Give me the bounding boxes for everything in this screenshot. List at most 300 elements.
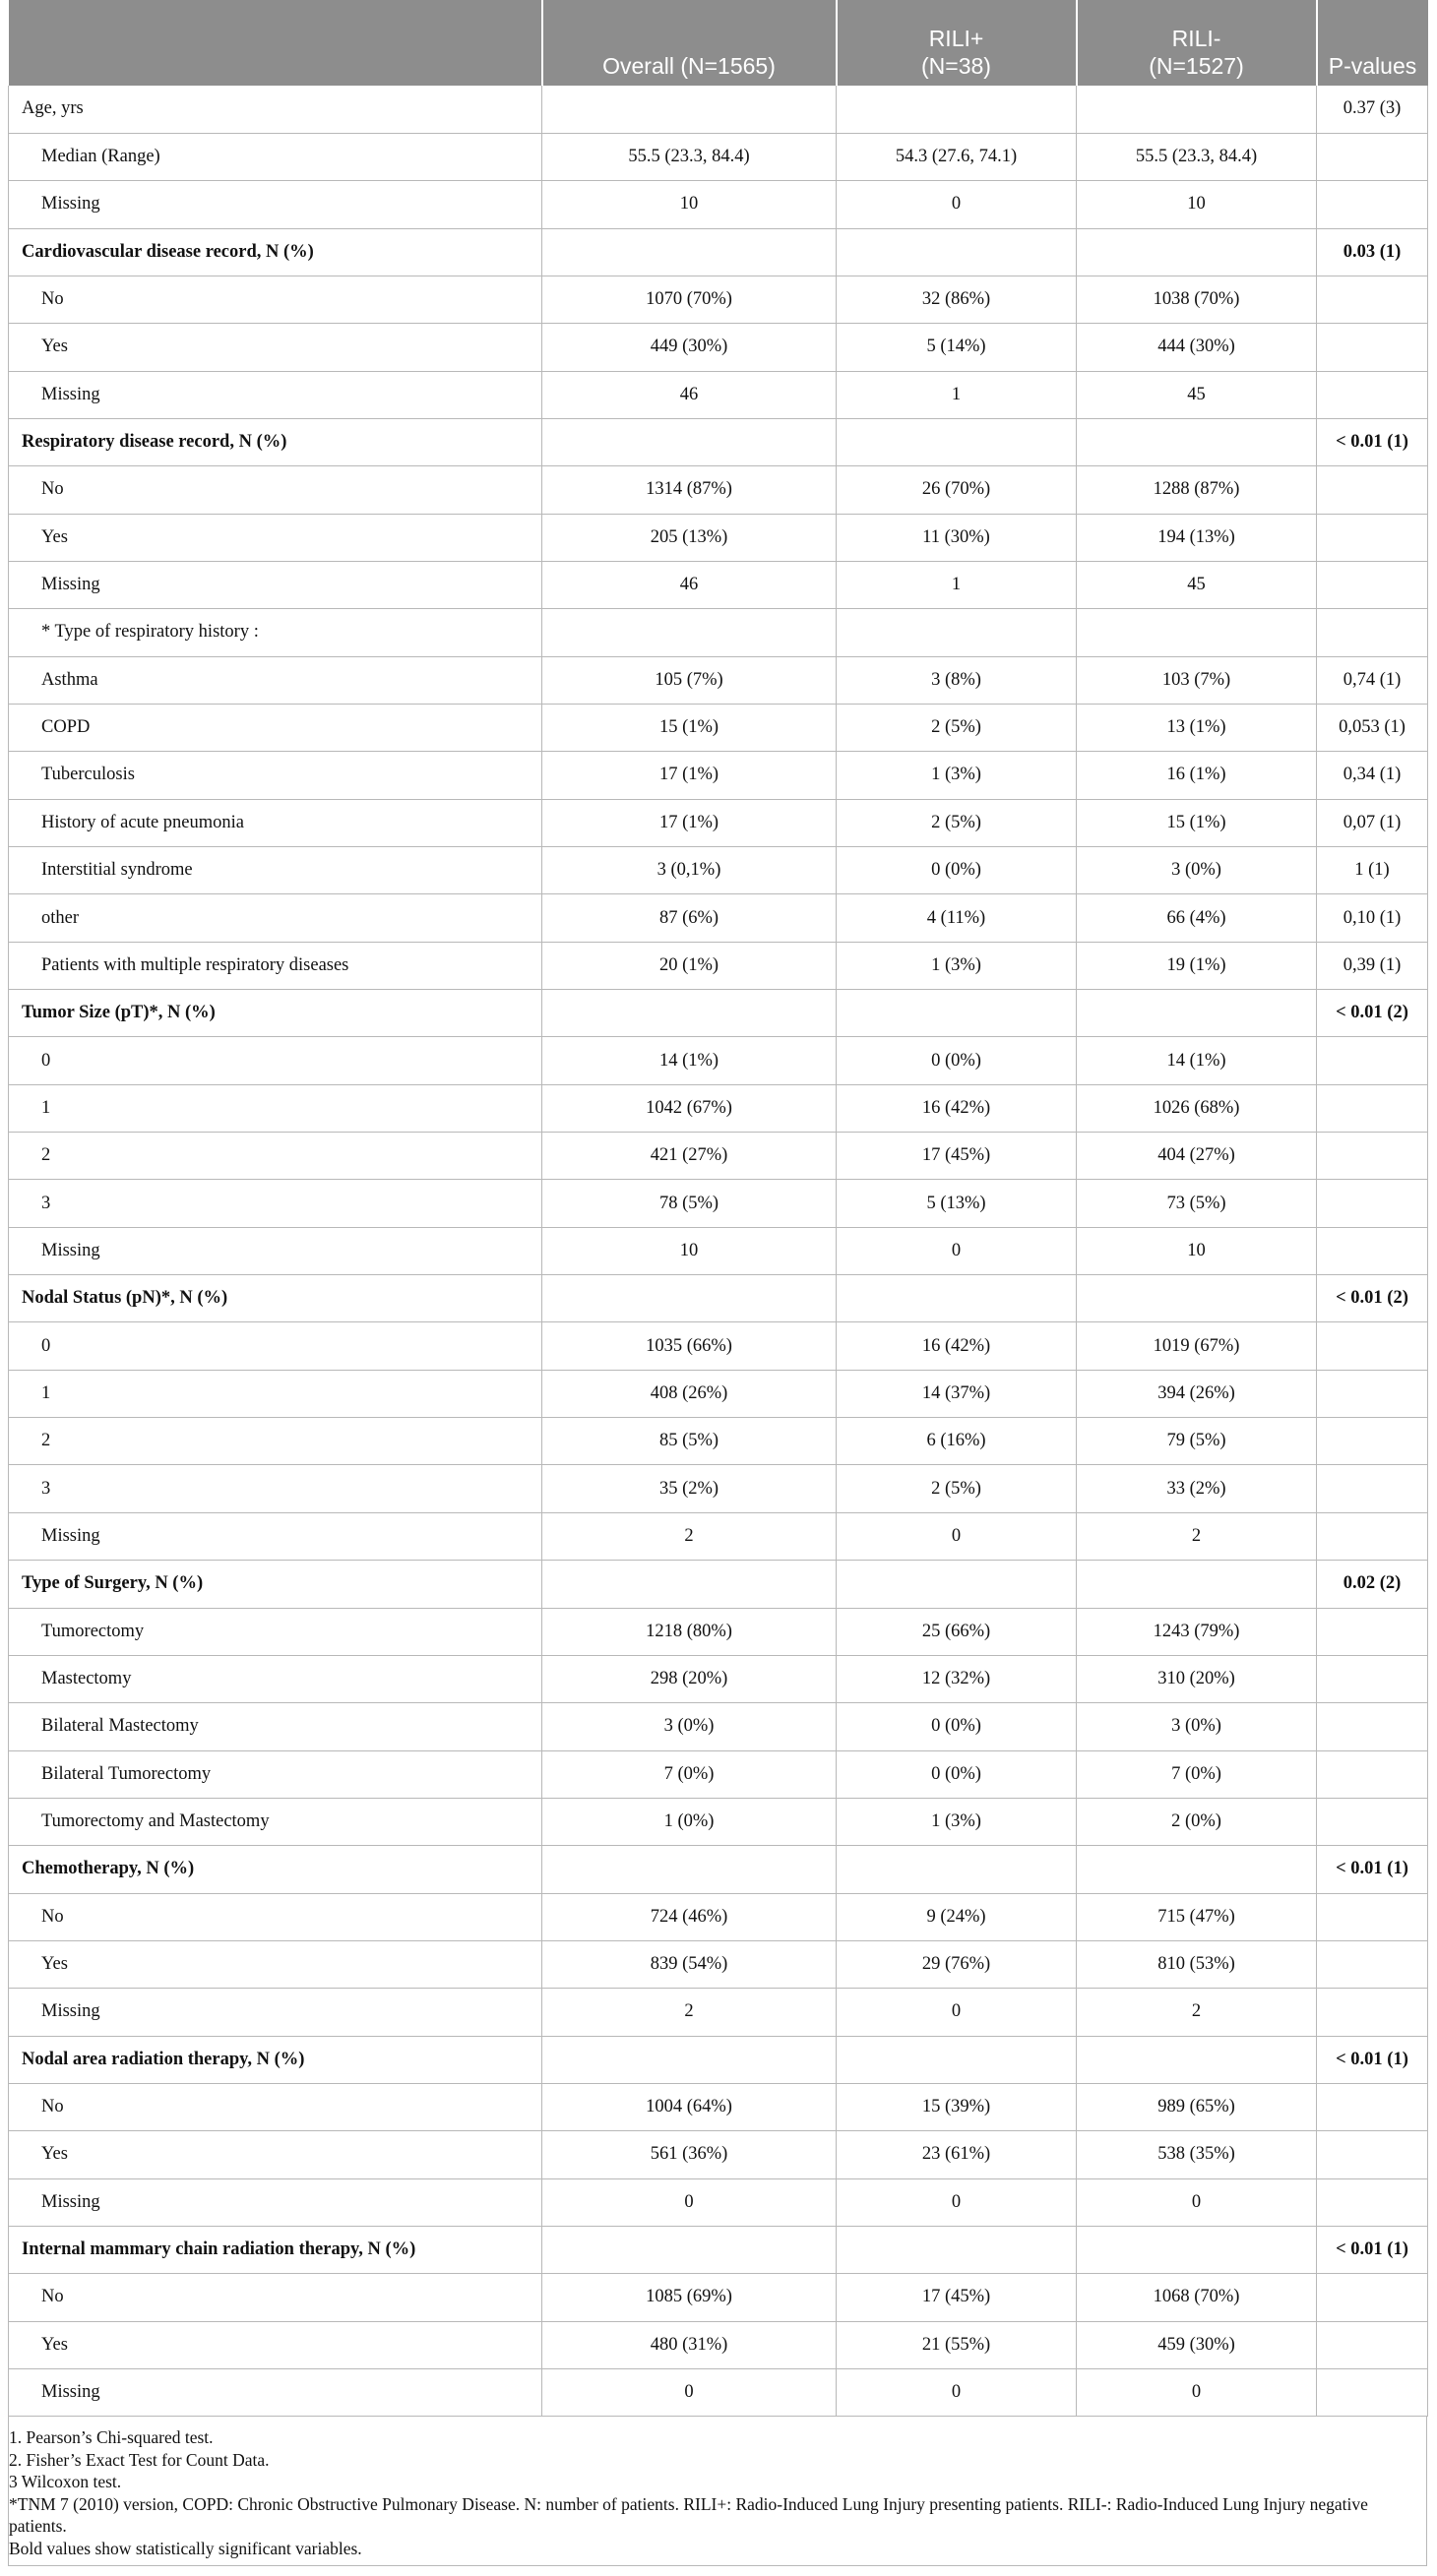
cell-rili-positive: 3 (8%) <box>837 656 1077 704</box>
cell-rili-negative: 103 (7%) <box>1077 656 1317 704</box>
cell-p-value <box>1317 133 1428 180</box>
cell-rili-positive: 1 <box>837 371 1077 418</box>
cell-rili-positive <box>837 418 1077 465</box>
row-label: Missing <box>9 1227 542 1274</box>
cell-overall <box>542 1275 837 1322</box>
cell-rili-negative: 2 <box>1077 1989 1317 2036</box>
row-label: Interstitial syndrome <box>9 847 542 894</box>
cell-rili-positive: 1 (3%) <box>837 752 1077 799</box>
row-label: Asthma <box>9 656 542 704</box>
cell-overall: 15 (1%) <box>542 704 837 751</box>
cell-p-value <box>1317 1133 1428 1180</box>
table-row <box>9 1989 1428 2036</box>
table-section-row <box>9 990 1428 1037</box>
row-label: Missing <box>9 181 542 228</box>
row-label: Tumorectomy and Mastectomy <box>9 1798 542 1845</box>
cell-overall: 561 (36%) <box>542 2131 837 2178</box>
table-row <box>9 2369 1428 2417</box>
cell-overall: 839 (54%) <box>542 1940 837 1988</box>
cell-rili-negative: 310 (20%) <box>1077 1655 1317 1702</box>
footnote: Bold values show statistically significant variables. <box>9 2538 362 2558</box>
cell-rili-negative <box>1077 418 1317 465</box>
table-row <box>9 752 1428 799</box>
table-row <box>9 561 1428 608</box>
cell-rili-negative <box>1077 2036 1317 2083</box>
cell-rili-positive: 5 (14%) <box>837 324 1077 371</box>
cell-rili-negative: 73 (5%) <box>1077 1180 1317 1227</box>
cell-overall: 14 (1%) <box>542 1037 837 1084</box>
table-row <box>9 133 1428 180</box>
table-row <box>9 2274 1428 2321</box>
cell-rili-positive: 21 (55%) <box>837 2321 1077 2368</box>
cell-rili-positive: 0 (0%) <box>837 847 1077 894</box>
cell-rili-negative: 3 (0%) <box>1077 847 1317 894</box>
table-row <box>9 1322 1428 1370</box>
table-section-row <box>9 1846 1428 1893</box>
cell-rili-positive: 0 <box>837 1989 1077 2036</box>
row-label: Bilateral Mastectomy <box>9 1703 542 1750</box>
table-row <box>9 1370 1428 1417</box>
cell-rili-negative: 16 (1%) <box>1077 752 1317 799</box>
cell-rili-negative <box>1077 990 1317 1037</box>
cell-rili-negative: 1068 (70%) <box>1077 2274 1317 2321</box>
cell-rili-negative: 444 (30%) <box>1077 324 1317 371</box>
cell-rili-positive <box>837 609 1077 656</box>
cell-overall: 20 (1%) <box>542 942 837 989</box>
cell-p-value: 0,34 (1) <box>1317 752 1428 799</box>
cell-rili-positive: 17 (45%) <box>837 1133 1077 1180</box>
table-row <box>9 1465 1428 1512</box>
row-label: No <box>9 466 542 514</box>
cell-rili-positive: 0 <box>837 1227 1077 1274</box>
cell-rili-positive: 32 (86%) <box>837 276 1077 323</box>
row-label: 3 <box>9 1465 542 1512</box>
cell-p-value: 0,07 (1) <box>1317 799 1428 846</box>
row-label: Age, yrs <box>9 86 542 133</box>
cell-p-value: 0,39 (1) <box>1317 942 1428 989</box>
cell-overall: 3 (0%) <box>542 1703 837 1750</box>
table-body <box>9 86 1428 2417</box>
table-row <box>9 276 1428 323</box>
row-label: Yes <box>9 2321 542 2368</box>
row-label: Yes <box>9 1940 542 1988</box>
table-row <box>9 1655 1428 1702</box>
table-row <box>9 894 1428 942</box>
cell-p-value <box>1317 181 1428 228</box>
row-label: Missing <box>9 1989 542 2036</box>
table-row <box>9 1037 1428 1084</box>
table-row <box>9 1418 1428 1465</box>
cell-p-value <box>1317 1893 1428 1940</box>
footnote: 1. Pearson’s Chi-squared test. <box>9 2427 214 2448</box>
row-label: No <box>9 2083 542 2130</box>
cell-rili-negative: 3 (0%) <box>1077 1703 1317 1750</box>
cell-overall: 2 <box>542 1989 837 2036</box>
table-section-row <box>9 2226 1428 2273</box>
row-label: 0 <box>9 1037 542 1084</box>
table-section-row <box>9 2036 1428 2083</box>
cell-rili-negative <box>1077 1846 1317 1893</box>
table-row <box>9 942 1428 989</box>
cell-overall: 78 (5%) <box>542 1180 837 1227</box>
cell-rili-positive: 11 (30%) <box>837 514 1077 561</box>
cell-rili-negative: 13 (1%) <box>1077 704 1317 751</box>
cell-overall <box>542 418 837 465</box>
cell-overall: 0 <box>542 2178 837 2226</box>
cell-overall: 1085 (69%) <box>542 2274 837 2321</box>
cell-rili-negative <box>1077 86 1317 133</box>
cell-rili-positive: 0 <box>837 181 1077 228</box>
cell-p-value <box>1317 371 1428 418</box>
cell-rili-negative <box>1077 609 1317 656</box>
cell-rili-negative: 0 <box>1077 2369 1317 2417</box>
cell-overall: 724 (46%) <box>542 1893 837 1940</box>
cell-rili-positive: 2 (5%) <box>837 1465 1077 1512</box>
row-label: Internal mammary chain radiation therapy, N (%) <box>9 2226 542 2273</box>
cell-p-value <box>1317 1370 1428 1417</box>
row-label: 0 <box>9 1322 542 1370</box>
results-table <box>8 0 1428 2417</box>
cell-rili-negative <box>1077 1275 1317 1322</box>
table-row <box>9 86 1428 133</box>
header-row <box>9 0 1428 86</box>
cell-p-value <box>1317 561 1428 608</box>
row-label: Nodal Status (pN)*, N (%) <box>9 1275 542 1322</box>
row-label: 3 <box>9 1180 542 1227</box>
cell-rili-negative: 810 (53%) <box>1077 1940 1317 1988</box>
header-overall: Overall (N=1565) <box>542 0 837 86</box>
cell-overall: 1218 (80%) <box>542 1608 837 1655</box>
cell-overall: 46 <box>542 561 837 608</box>
cell-p-value <box>1317 1798 1428 1845</box>
cell-rili-negative: 79 (5%) <box>1077 1418 1317 1465</box>
cell-rili-negative <box>1077 228 1317 276</box>
cell-p-value <box>1317 1227 1428 1274</box>
cell-rili-positive: 25 (66%) <box>837 1608 1077 1655</box>
cell-p-value <box>1317 1037 1428 1084</box>
table-row <box>9 181 1428 228</box>
cell-rili-positive: 23 (61%) <box>837 2131 1077 2178</box>
table-section-row <box>9 228 1428 276</box>
cell-p-value <box>1317 1989 1428 2036</box>
cell-rili-negative: 33 (2%) <box>1077 1465 1317 1512</box>
row-label: Missing <box>9 2178 542 2226</box>
cell-p-value: < 0.01 (1) <box>1317 1846 1428 1893</box>
cell-rili-positive <box>837 228 1077 276</box>
cell-p-value: 0.02 (2) <box>1317 1561 1428 1608</box>
cell-p-value <box>1317 1180 1428 1227</box>
row-label: No <box>9 2274 542 2321</box>
row-label: other <box>9 894 542 942</box>
cell-rili-negative: 55.5 (23.3, 84.4) <box>1077 133 1317 180</box>
table-row <box>9 1133 1428 1180</box>
row-label: Yes <box>9 2131 542 2178</box>
cell-rili-negative: 45 <box>1077 371 1317 418</box>
cell-rili-negative: 45 <box>1077 561 1317 608</box>
cell-rili-negative: 459 (30%) <box>1077 2321 1317 2368</box>
cell-overall: 1035 (66%) <box>542 1322 837 1370</box>
cell-p-value <box>1317 2369 1428 2417</box>
cell-rili-positive: 29 (76%) <box>837 1940 1077 1988</box>
table-row <box>9 371 1428 418</box>
cell-rili-positive: 16 (42%) <box>837 1322 1077 1370</box>
cell-p-value <box>1317 2178 1428 2226</box>
row-label: Mastectomy <box>9 1655 542 1702</box>
cell-overall: 3 (0,1%) <box>542 847 837 894</box>
cell-rili-positive: 1 (3%) <box>837 942 1077 989</box>
cell-rili-positive: 6 (16%) <box>837 1418 1077 1465</box>
cell-overall: 2 <box>542 1512 837 1560</box>
cell-overall: 17 (1%) <box>542 799 837 846</box>
cell-p-value: 0,10 (1) <box>1317 894 1428 942</box>
cell-overall <box>542 1561 837 1608</box>
cell-overall: 449 (30%) <box>542 324 837 371</box>
cell-overall: 7 (0%) <box>542 1750 837 1798</box>
cell-rili-negative: 1038 (70%) <box>1077 276 1317 323</box>
cell-rili-positive: 15 (39%) <box>837 2083 1077 2130</box>
cell-rili-positive: 1 (3%) <box>837 1798 1077 1845</box>
cell-rili-positive <box>837 1561 1077 1608</box>
cell-rili-positive: 12 (32%) <box>837 1655 1077 1702</box>
cell-p-value <box>1317 1512 1428 1560</box>
cell-rili-positive: 2 (5%) <box>837 704 1077 751</box>
cell-rili-negative: 14 (1%) <box>1077 1037 1317 1084</box>
row-label: 2 <box>9 1418 542 1465</box>
cell-overall: 87 (6%) <box>542 894 837 942</box>
cell-overall: 105 (7%) <box>542 656 837 704</box>
cell-overall: 10 <box>542 1227 837 1274</box>
cell-rili-negative: 10 <box>1077 1227 1317 1274</box>
footnote: *TNM 7 (2010) version, COPD: Chronic Obstructive Pulmonary Disease. N: number of patients. RILI+: Radio-Induced Lung Injury presenting patients. RILI-: Radio-Induced Lung Injury negative patients. <box>9 2493 1368 2537</box>
row-label: No <box>9 1893 542 1940</box>
cell-rili-positive <box>837 990 1077 1037</box>
row-label: Yes <box>9 324 542 371</box>
cell-rili-negative <box>1077 2226 1317 2273</box>
cell-overall: 10 <box>542 181 837 228</box>
cell-rili-positive: 0 (0%) <box>837 1750 1077 1798</box>
cell-rili-positive <box>837 86 1077 133</box>
cell-p-value <box>1317 1655 1428 1702</box>
row-label: 2 <box>9 1133 542 1180</box>
cell-p-value: 0,053 (1) <box>1317 704 1428 751</box>
cell-p-value: < 0.01 (1) <box>1317 418 1428 465</box>
cell-rili-negative: 989 (65%) <box>1077 2083 1317 2130</box>
cell-p-value: 0,74 (1) <box>1317 656 1428 704</box>
cell-rili-negative: 1026 (68%) <box>1077 1084 1317 1132</box>
cell-overall <box>542 86 837 133</box>
cell-p-value <box>1317 1750 1428 1798</box>
row-label: Missing <box>9 561 542 608</box>
cell-rili-negative: 2 <box>1077 1512 1317 1560</box>
cell-overall <box>542 2036 837 2083</box>
cell-p-value <box>1317 1418 1428 1465</box>
table-row <box>9 704 1428 751</box>
cell-p-value <box>1317 2321 1428 2368</box>
cell-rili-negative: 0 <box>1077 2178 1317 2226</box>
row-label: Bilateral Tumorectomy <box>9 1750 542 1798</box>
row-label: No <box>9 276 542 323</box>
cell-overall: 1070 (70%) <box>542 276 837 323</box>
row-label: Missing <box>9 2369 542 2417</box>
table-row <box>9 466 1428 514</box>
row-label: Type of Surgery, N (%) <box>9 1561 542 1608</box>
table-row <box>9 1798 1428 1845</box>
table-row <box>9 1940 1428 1988</box>
row-label: Respiratory disease record, N (%) <box>9 418 542 465</box>
cell-rili-negative: 1019 (67%) <box>1077 1322 1317 1370</box>
cell-p-value: < 0.01 (2) <box>1317 1275 1428 1322</box>
cell-rili-positive: 17 (45%) <box>837 2274 1077 2321</box>
cell-p-value: 0.03 (1) <box>1317 228 1428 276</box>
cell-rili-negative: 538 (35%) <box>1077 2131 1317 2178</box>
row-label: Yes <box>9 514 542 561</box>
row-label: Tuberculosis <box>9 752 542 799</box>
table-row <box>9 656 1428 704</box>
cell-rili-negative: 394 (26%) <box>1077 1370 1317 1417</box>
row-label: 1 <box>9 1370 542 1417</box>
cell-overall <box>542 609 837 656</box>
cell-overall: 205 (13%) <box>542 514 837 561</box>
cell-rili-positive: 5 (13%) <box>837 1180 1077 1227</box>
row-label: Missing <box>9 371 542 418</box>
cell-overall: 17 (1%) <box>542 752 837 799</box>
cell-overall: 46 <box>542 371 837 418</box>
cell-rili-negative: 2 (0%) <box>1077 1798 1317 1845</box>
table-row <box>9 1084 1428 1132</box>
table-row <box>9 799 1428 846</box>
cell-rili-positive: 0 <box>837 2178 1077 2226</box>
cell-rili-negative: 715 (47%) <box>1077 1893 1317 1940</box>
table-row <box>9 1703 1428 1750</box>
cell-overall <box>542 990 837 1037</box>
cell-rili-negative: 19 (1%) <box>1077 942 1317 989</box>
cell-p-value <box>1317 2131 1428 2178</box>
table-row <box>9 2131 1428 2178</box>
cell-overall <box>542 2226 837 2273</box>
table-row <box>9 1227 1428 1274</box>
table-row <box>9 1893 1428 1940</box>
cell-rili-positive: 26 (70%) <box>837 466 1077 514</box>
cell-overall <box>542 1846 837 1893</box>
cell-rili-positive <box>837 2226 1077 2273</box>
cell-overall: 1 (0%) <box>542 1798 837 1845</box>
cell-p-value: < 0.01 (1) <box>1317 2036 1428 2083</box>
header-rili-negative: RILI- (N=1527) <box>1077 0 1317 86</box>
table-header <box>9 0 1428 86</box>
footnote: 3 Wilcoxon test. <box>9 2472 122 2492</box>
cell-p-value: 1 (1) <box>1317 847 1428 894</box>
cell-p-value <box>1317 1940 1428 1988</box>
cell-p-value <box>1317 2083 1428 2130</box>
table-row <box>9 1180 1428 1227</box>
row-label: Missing <box>9 1512 542 1560</box>
cell-overall: 1042 (67%) <box>542 1084 837 1132</box>
cell-rili-negative: 15 (1%) <box>1077 799 1317 846</box>
cell-rili-positive <box>837 1846 1077 1893</box>
row-label: History of acute pneumonia <box>9 799 542 846</box>
header-variable <box>9 0 542 86</box>
cell-overall: 1004 (64%) <box>542 2083 837 2130</box>
cell-p-value <box>1317 1084 1428 1132</box>
row-label: Patients with multiple respiratory diseases <box>9 942 542 989</box>
cell-p-value <box>1317 609 1428 656</box>
cell-p-value: < 0.01 (2) <box>1317 990 1428 1037</box>
row-label: Nodal area radiation therapy, N (%) <box>9 2036 542 2083</box>
table-row <box>9 1512 1428 1560</box>
cell-rili-negative <box>1077 1561 1317 1608</box>
cell-rili-positive: 16 (42%) <box>837 1084 1077 1132</box>
cell-rili-positive: 54.3 (27.6, 74.1) <box>837 133 1077 180</box>
row-label: COPD <box>9 704 542 751</box>
cell-p-value <box>1317 1608 1428 1655</box>
cell-rili-positive: 1 <box>837 561 1077 608</box>
table-row <box>9 1608 1428 1655</box>
cell-p-value: < 0.01 (1) <box>1317 2226 1428 2273</box>
footnote: 2. Fisher’s Exact Test for Count Data. <box>9 2449 270 2470</box>
cell-rili-negative: 7 (0%) <box>1077 1750 1317 1798</box>
cell-p-value <box>1317 514 1428 561</box>
cell-rili-positive: 2 (5%) <box>837 799 1077 846</box>
table-row <box>9 2321 1428 2368</box>
cell-rili-positive <box>837 2036 1077 2083</box>
table-row <box>9 2083 1428 2130</box>
cell-rili-negative: 404 (27%) <box>1077 1133 1317 1180</box>
cell-rili-negative: 194 (13%) <box>1077 514 1317 561</box>
cell-rili-positive: 0 <box>837 2369 1077 2417</box>
cell-overall <box>542 228 837 276</box>
row-label: Tumorectomy <box>9 1608 542 1655</box>
cell-p-value: 0.37 (3) <box>1317 86 1428 133</box>
cell-p-value <box>1317 466 1428 514</box>
table-row <box>9 609 1428 656</box>
table-row <box>9 2178 1428 2226</box>
cell-rili-positive: 0 <box>837 1512 1077 1560</box>
cell-overall: 0 <box>542 2369 837 2417</box>
cell-rili-positive: 4 (11%) <box>837 894 1077 942</box>
row-label: Chemotherapy, N (%) <box>9 1846 542 1893</box>
table-section-row <box>9 1275 1428 1322</box>
cell-rili-positive: 0 (0%) <box>837 1037 1077 1084</box>
table-row <box>9 324 1428 371</box>
header-rili-positive: RILI+ (N=38) <box>837 0 1077 86</box>
cell-rili-positive <box>837 1275 1077 1322</box>
cell-overall: 85 (5%) <box>542 1418 837 1465</box>
cell-p-value <box>1317 1465 1428 1512</box>
table-row <box>9 1750 1428 1798</box>
row-label: Median (Range) <box>9 133 542 180</box>
cell-overall: 421 (27%) <box>542 1133 837 1180</box>
cell-p-value <box>1317 276 1428 323</box>
cell-rili-positive: 9 (24%) <box>837 1893 1077 1940</box>
table-row <box>9 514 1428 561</box>
row-label: * Type of respiratory history : <box>9 609 542 656</box>
cell-overall: 1314 (87%) <box>542 466 837 514</box>
header-p-values: P-values <box>1317 0 1428 86</box>
table-section-row <box>9 1561 1428 1608</box>
table-row <box>9 847 1428 894</box>
cell-overall: 480 (31%) <box>542 2321 837 2368</box>
cell-p-value <box>1317 1322 1428 1370</box>
cell-p-value <box>1317 2274 1428 2321</box>
cell-rili-positive: 0 (0%) <box>837 1703 1077 1750</box>
cell-overall: 35 (2%) <box>542 1465 837 1512</box>
cell-p-value <box>1317 1703 1428 1750</box>
table-footnotes <box>8 2417 1427 2566</box>
cell-rili-negative: 1243 (79%) <box>1077 1608 1317 1655</box>
cell-p-value <box>1317 324 1428 371</box>
cell-overall: 298 (20%) <box>542 1655 837 1702</box>
cell-rili-negative: 10 <box>1077 181 1317 228</box>
